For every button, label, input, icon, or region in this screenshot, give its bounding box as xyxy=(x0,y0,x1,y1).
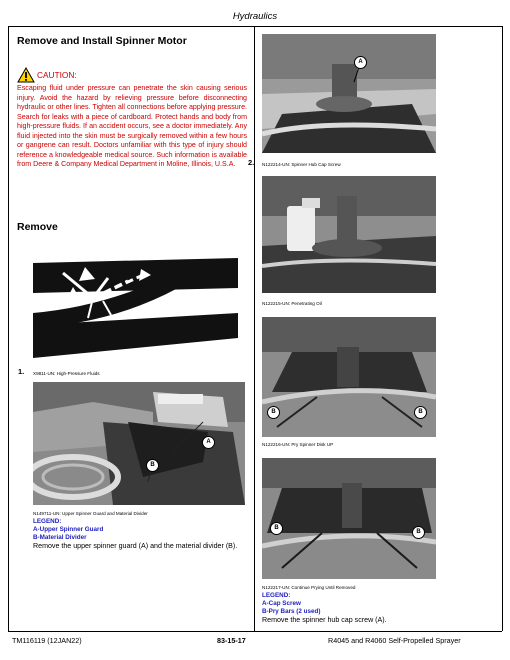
page-header-title: Hydraulics xyxy=(232,11,278,22)
column-divider xyxy=(254,26,255,631)
caption-upper-spinner-guard: N149711-UN: Upper Spinner Guard and Material Divider xyxy=(33,511,148,516)
caution-label: CAUTION: xyxy=(37,70,77,80)
footer-product-name: R4045 and R4060 Self-Propelled Sprayer xyxy=(328,636,461,645)
pry-spinner-disk-photo xyxy=(262,317,436,437)
legend-title-step1: LEGEND: xyxy=(33,518,62,525)
caution-heading xyxy=(17,67,247,83)
legend-item-cap-screw: A-Cap Screw xyxy=(262,599,301,607)
legend-item-pry-bars: B-Pry Bars (2 used) xyxy=(262,607,321,615)
step-2-number: 2. xyxy=(248,158,255,167)
caption-pry-spinner-disk: N122216-UN: Pry Spinner Disk UP xyxy=(262,442,334,447)
high-pressure-fluids-figure xyxy=(33,253,238,358)
callout-b-step1: B xyxy=(146,459,159,472)
footer-page-number: 83-15-17 xyxy=(217,636,246,645)
caption-high-pressure-fluids: X9811-UN: High-Pressure Fluids xyxy=(33,371,100,376)
remove-heading: Remove xyxy=(17,221,58,233)
penetrating-oil-photo xyxy=(262,176,436,293)
callout-b-pry-left: B xyxy=(267,406,280,419)
warning-triangle-icon xyxy=(17,67,35,83)
caption-spinner-hub-cap-screw: N122214-UN: Spinner Hub Cap Screw xyxy=(262,162,341,167)
header-rule xyxy=(8,26,502,27)
legend-step2 xyxy=(262,592,320,615)
caution-box xyxy=(17,67,247,170)
continue-prying-photo xyxy=(262,458,436,579)
callout-a-step1: A xyxy=(202,436,215,449)
legend-item-upper-spinner-guard: A-Upper Spinner Guard xyxy=(33,525,104,533)
instruction-step2: Remove the spinner hub cap screw (A). xyxy=(262,616,387,624)
upper-spinner-guard-photo xyxy=(33,382,245,505)
caution-text: Escaping fluid under pressure can penetrate the skin causing serious injury. Avoid the hazard by relieving pressure before disconnecting hydraulic or other lines. Tighten all connections before applying pressure. Search for leaks with a piece of cardboard. Protect hands and body from high-pressure fluids. If an accident occurs, see a doctor immediately. Any fluid injected into the skin must be surgically removed within a few hours or gangrene can result. Doctors unfamiliar with this type of injury should reference a knowledgeable medical source. Such information is available from Deere & Company Medical Department in Moline, Illinois, U.S.A. xyxy=(17,84,247,169)
callout-b-pry-right: B xyxy=(414,406,427,419)
callout-b-cont-right: B xyxy=(412,526,425,539)
footer-rule xyxy=(8,631,502,632)
legend-step1 xyxy=(33,518,103,541)
legend-title-step2: LEGEND: xyxy=(262,592,291,599)
frame-left-rule xyxy=(8,26,9,631)
spinner-hub-cap-screw-photo xyxy=(262,34,436,153)
callout-a-hub: A xyxy=(354,56,367,69)
instruction-step1: Remove the upper spinner guard (A) and the material divider (B). xyxy=(33,542,238,550)
caption-penetrating-oil: N122215-UN: Penetrating Oil xyxy=(262,301,322,306)
frame-right-rule xyxy=(502,26,503,631)
footer-doc-id: TM116119 (12JAN22) xyxy=(12,636,82,645)
section-title: Remove and Install Spinner Motor xyxy=(17,35,187,47)
caption-continue-prying: N122217-UN: Continue Prying Until Removed xyxy=(262,585,356,590)
legend-item-material-divider: B-Material Divider xyxy=(33,533,87,541)
callout-b-cont-left: B xyxy=(270,522,283,535)
step-1-number: 1. xyxy=(18,367,25,376)
